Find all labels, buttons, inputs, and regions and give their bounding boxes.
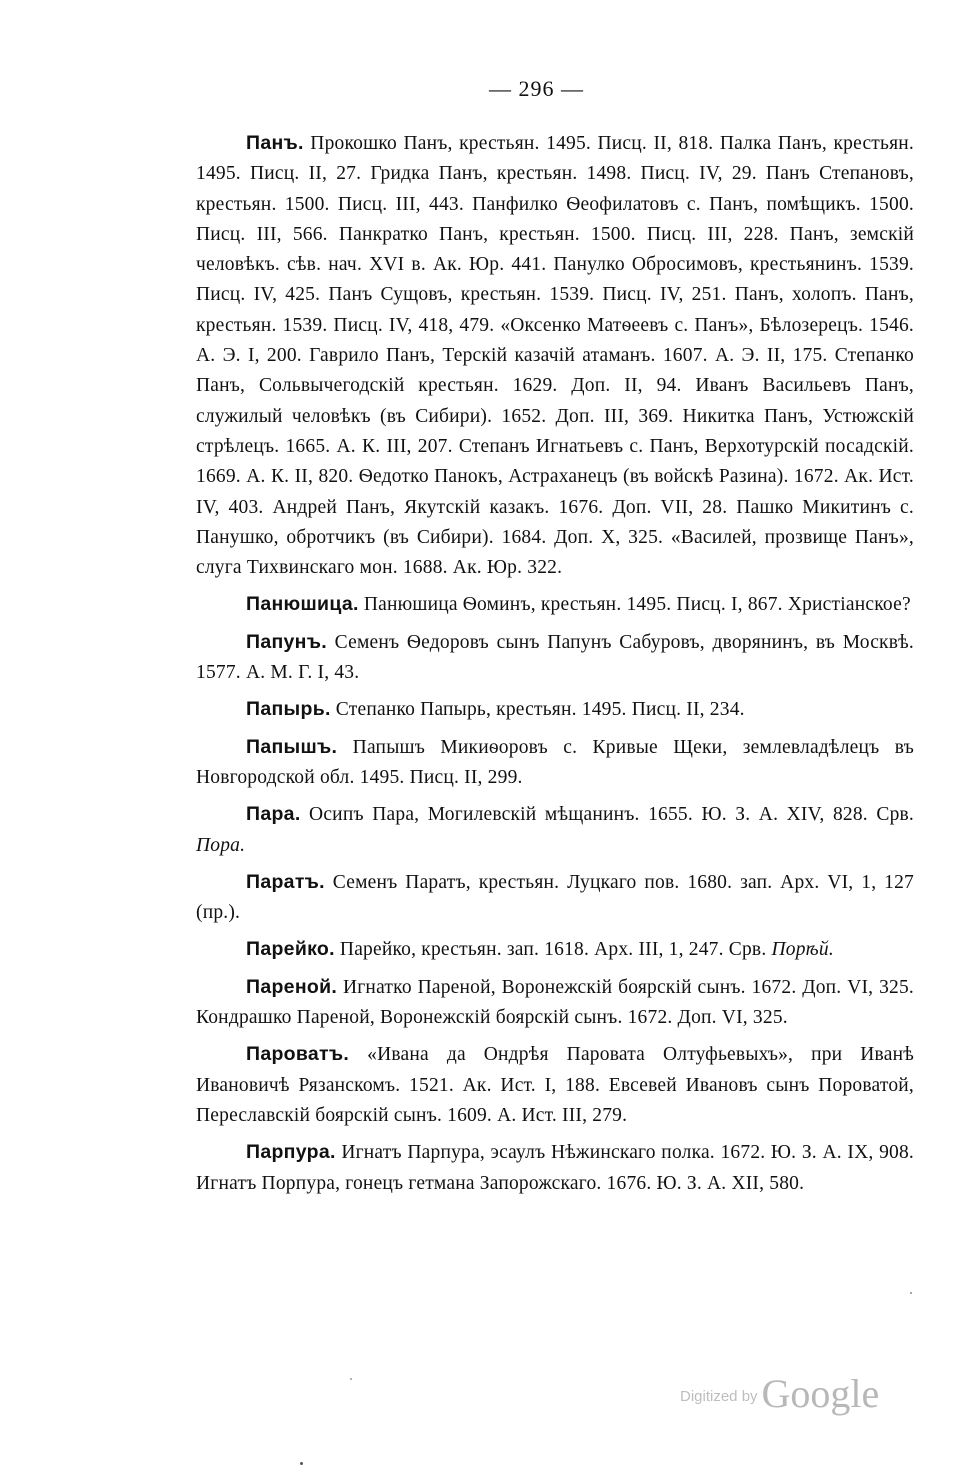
- entry-text: Прокошко Панъ, крестьян. 1495. Писц. II, 818. Палка Панъ, крестьян. 1495. Писц. II, 27. Гридка Панъ, крестьян. 1498. Писц. IV, 29. Панъ Степановъ, крестьян. 1500. Писц. III, 443. Панфилко Ѳеофилатовъ с. Панъ, помѣщикъ. 1500. Писц. III, 566. Панкратко Панъ, крестьян. 1500. Писц. III, 228. Панъ, земскій человѣкъ. сѣв. нач. XVI в. Ак. Юр. 441. Панулко Обросимовъ, крестьянинъ. 1539. Писц. IV, 425. Панъ Сущовъ, крестьян. 1539. Писц. IV, 251. Панъ, холопъ. Панъ, крестьян. 1539. Писц. IV, 418, 479. «Оксенко Матѳеевъ с. Панъ», Бѣлозерецъ. 1546. А. Э. I, 200. Гаврило Панъ, Терскій казачій атаманъ. 1607. А. Э. II, 175. Степанко Панъ, Сольвычегодскій крестьян. 1629. Доп. II, 94. Иванъ Васильевъ Панъ, служилый человѣкъ (въ Сибири). 1652. Доп. III, 369. Никитка Панъ, Устюжскій стрѣлецъ. 1665. А. К. III, 207. Степанъ Игнатьевъ с. Панъ, Верхотурскій посадскій. 1669. А. К. II, 820. Ѳедотко Панокъ, Астраханецъ (въ войскѣ Разина). 1672. Ак. Ист. IV, 403. Андрей Панъ, Якутскій казакъ. 1676. Доп. VII, 28. Пашко Микитинъ с. Панушко, обротчикъ (въ Сибири). 1684. Доп. X, 325. «Василей, прозвище Панъ», слуга Тихвинскаго мон. 1688. Ак. Юр. 322.: [196, 133, 914, 579]
- dictionary-entry: [196, 972, 914, 1034]
- dictionary-entry: [196, 589, 914, 620]
- entry-headword: Панъ.: [246, 132, 304, 154]
- watermark-prefix: Digitized by: [680, 1388, 758, 1405]
- google-logo: Google: [761, 1371, 880, 1416]
- entry-text: Парейко, крестьян. зап. 1618. Арх. III, 1, 247. Срв.: [339, 939, 767, 961]
- dictionary-entries: [196, 128, 914, 1205]
- scan-speck: [350, 1378, 352, 1380]
- digitized-watermark: [680, 1370, 879, 1417]
- dictionary-entry: [196, 934, 914, 965]
- dictionary-entry: [196, 627, 914, 689]
- entry-headword: Парпура.: [246, 1141, 336, 1164]
- entry-text: Игнатко Пареной, Воронежскій боярскій сынъ. 1672. Доп. VI, 325. Кондрашко Пареной, Воронежскій боярскій сынъ. 1672. Доп. VI, 325.: [196, 976, 914, 1029]
- entry-headword: Пареной.: [246, 975, 338, 998]
- entry-text: Папышъ Микиѳоровъ с. Кривые Щеки, землевладѣлецъ въ Новгородской обл. 1495. Писц. II, 299.: [196, 736, 914, 788]
- entry-text: «Ивана да Ондрѣя Паровата Олтуфьевыхъ», при Иванѣ Ивановичѣ Рязанскомъ. 1521. Ак. Ист. I, 188. Евсевей Ивановъ сынъ Пороватой, Переславскій боярскій сынъ. 1609. А. Ист. III, 279.: [196, 1044, 914, 1126]
- entry-text: Семенъ Ѳедоровъ сынъ Папунъ Сабуровъ, дворянинъ, въ Москвѣ. 1577. А. М. Г. I, 43.: [196, 631, 914, 684]
- dictionary-entry: [196, 1137, 914, 1199]
- entry-text: Игнатъ Парпура, эсаулъ Нѣжинскаго полка. 1672. Ю. З. А. IX, 908. Игнатъ Порпура, гонецъ гетмана Запорожскаго. 1676. Ю. З. А. XII, 580.: [196, 1142, 914, 1194]
- entry-text: Панюшица Ѳоминъ, крестьян. 1495. Писц. I, 867. Христіанское?: [363, 594, 911, 616]
- dictionary-entry: [196, 128, 914, 583]
- entry-headword: Пара.: [246, 803, 301, 826]
- dictionary-entry: [196, 867, 914, 929]
- entry-headword: Панюшица.: [246, 593, 359, 616]
- entry-text: Степанко Папырь, крестьян. 1495. Писц. II, 234.: [335, 699, 745, 721]
- entry-headword: Паратъ.: [246, 870, 325, 893]
- entry-headword: Папырь.: [246, 698, 331, 721]
- dictionary-entry: [196, 732, 914, 794]
- scan-speck: [910, 1292, 912, 1294]
- entry-headword: Папунъ.: [246, 630, 327, 653]
- entry-text: Семенъ Паратъ, крестьян. Луцкаго пов. 1680. зап. Арх. VI, 1, 127 (пр.).: [196, 871, 915, 924]
- entry-headword: Пароватъ.: [246, 1043, 350, 1066]
- entry-cross-reference: Пора.: [196, 834, 246, 856]
- page-number: — 296 —: [489, 76, 584, 101]
- dictionary-entry: [196, 1039, 914, 1131]
- entry-text: Осипъ Пара, Могилевскій мѣщанинъ. 1655. Ю. З. А. XIV, 828. Срв.: [309, 804, 915, 826]
- dictionary-entry: [196, 694, 914, 725]
- entry-cross-reference: Порѣй.: [771, 939, 834, 961]
- dictionary-entry: [196, 799, 914, 861]
- scan-speck: [300, 1462, 303, 1465]
- entry-headword: Парейко.: [246, 938, 335, 961]
- entry-headword: Папышъ.: [246, 735, 338, 758]
